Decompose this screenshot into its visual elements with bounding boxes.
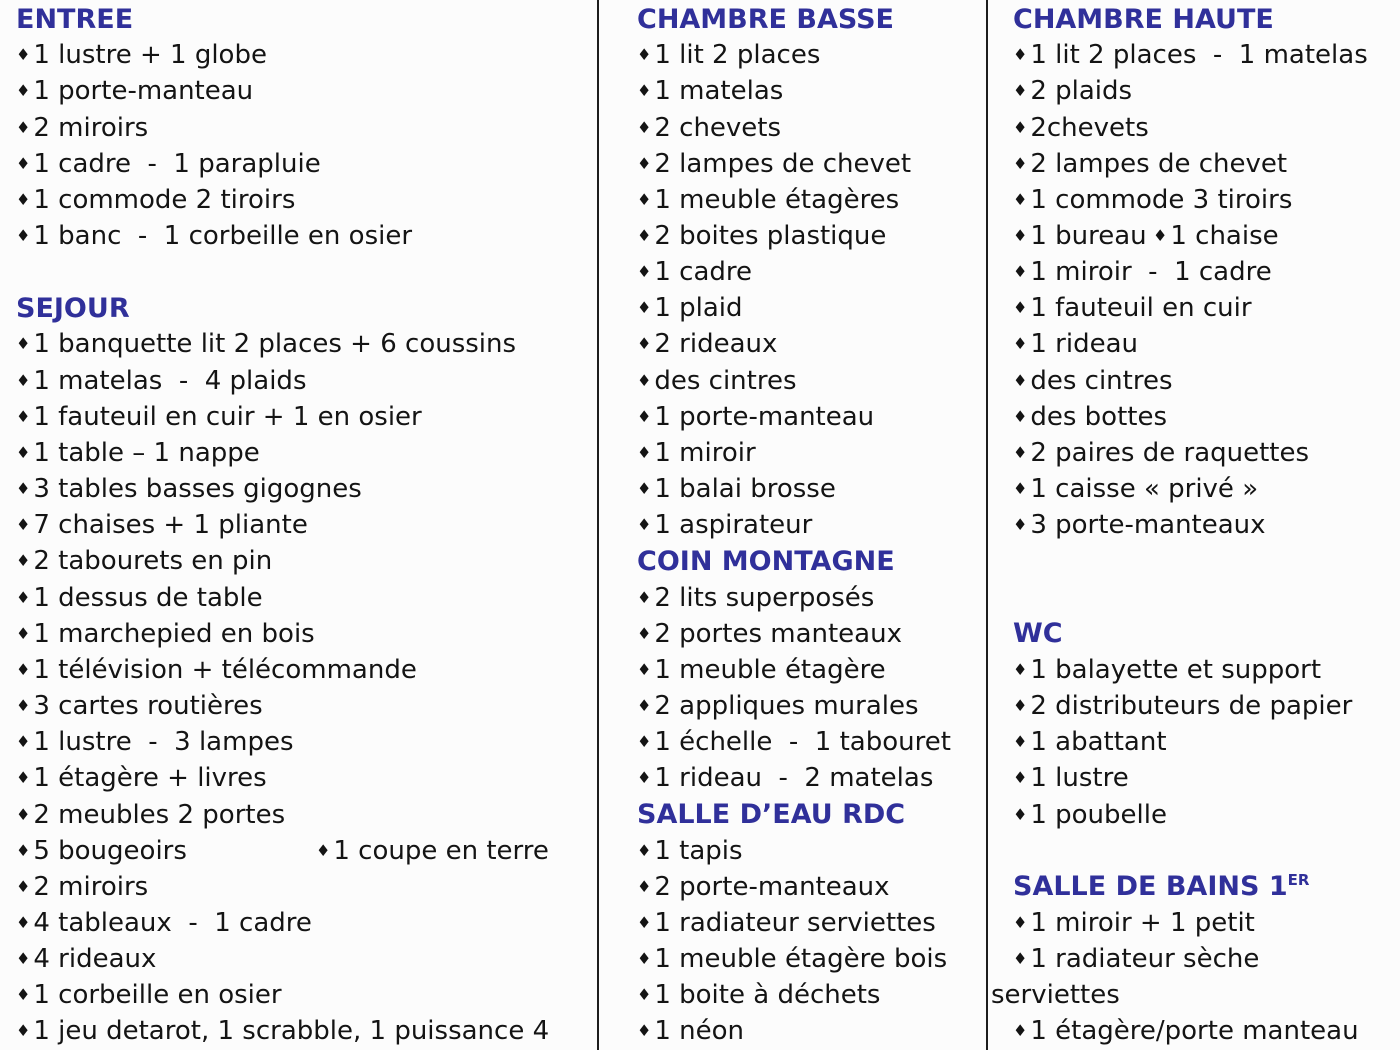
inventory-item-label: 1 porte-manteau [33,76,254,107]
inventory-item [1013,652,1396,688]
diamond-bullet-icon: ♦ [637,153,652,173]
inventory-item-label: 1 commode 2 tiroirs [33,184,296,215]
inventory-item [637,724,982,760]
inventory-item-label: 1 néon [654,1016,745,1047]
diamond-bullet-icon: ♦ [1013,45,1028,65]
section-heading [1013,1,1396,37]
diamond-bullet-icon: ♦ [637,189,652,209]
inventory-item [16,724,593,760]
inventory-item [637,580,982,616]
diamond-bullet-icon: ♦ [637,840,652,860]
inventory-item [637,363,982,399]
inventory-item [1013,73,1396,109]
diamond-bullet-icon: ♦ [1013,370,1028,390]
diamond-bullet-icon: ♦ [16,768,31,788]
diamond-bullet-icon: ♦ [1013,768,1028,788]
diamond-bullet-icon: ♦ [1013,117,1028,137]
diamond-bullet-icon: ♦ [16,117,31,137]
section-heading-label: ENTREE [16,3,134,35]
inventory-item [637,254,982,290]
inventory-item [637,399,982,435]
diamond-bullet-icon: ♦ [637,117,652,137]
diamond-bullet-icon: ♦ [637,912,652,932]
diamond-bullet-icon: ♦ [637,876,652,896]
inventory-item [16,399,593,435]
section-heading-label: CHAMBRE HAUTE [1013,3,1274,35]
inventory-item [16,688,593,724]
diamond-bullet-icon: ♦ [1013,262,1028,282]
diamond-bullet-icon: ♦ [16,840,31,860]
diamond-bullet-icon: ♦ [16,876,31,896]
inventory-item [16,326,593,362]
diamond-bullet-icon: ♦ [16,406,31,426]
diamond-bullet-icon: ♦ [16,515,31,535]
inventory-item-label: 1 boite à déchets [654,980,881,1011]
inventory-item-label: 2 rideaux [654,329,778,360]
blank-row [1013,543,1396,579]
diamond-bullet-icon: ♦ [637,298,652,318]
inventory-item [16,73,593,109]
diamond-bullet-icon: ♦ [16,985,31,1005]
inventory-item-label: 1 meuble étagères [654,184,900,215]
diamond-bullet-icon: ♦ [16,587,31,607]
inventory-item [16,543,593,579]
inventory-item-label: 1 balai brosse [654,474,836,505]
inventory-item-continuation [991,977,1396,1013]
inventory-item [16,941,593,977]
diamond-bullet-icon: ♦ [16,804,31,824]
inventory-item [1013,182,1396,218]
inventory-item [16,836,187,866]
section-heading [1013,869,1396,905]
inventory-item-label: 1 radiateur serviettes [654,907,936,938]
diamond-bullet-icon: ♦ [1013,479,1028,499]
diamond-bullet-icon: ♦ [16,659,31,679]
diamond-bullet-icon: ♦ [16,153,31,173]
inventory-item-label: 1 fauteuil en cuir [1030,293,1252,324]
inventory-item [1013,796,1396,832]
inventory-item-label: 1 banquette lit 2 places + 6 coussins [33,329,517,360]
diamond-bullet-icon: ♦ [16,479,31,499]
diamond-bullet-icon: ♦ [637,81,652,101]
inventory-item-label: 2 porte-manteaux [654,871,890,902]
inventory-item [16,1013,593,1049]
inventory-item-label: 4 tableaux - 1 cadre [33,907,312,938]
column-divider [986,0,988,1050]
inventory-item-label: 2 tabourets en pin [33,546,273,577]
inventory-item [637,109,982,145]
diamond-bullet-icon: ♦ [1013,189,1028,209]
inventory-item-label: 2 distributeurs de papier [1030,691,1353,722]
diamond-bullet-icon: ♦ [16,442,31,462]
inventory-item-label: 1 lustre + 1 globe [33,40,267,71]
inventory-item [637,652,982,688]
inventory-item-label: 2 chevets [654,112,782,143]
inventory-item-label: 1 coupe en terre [333,835,549,866]
diamond-bullet-icon: ♦ [637,515,652,535]
inventory-item-label: 7 chaises + 1 pliante [33,510,308,541]
diamond-bullet-icon: ♦ [637,1021,652,1041]
inventory-item-label: 1 caisse « privé » [1030,474,1259,505]
inventory-item-label: 1 matelas - 4 plaids [33,365,307,396]
diamond-bullet-icon: ♦ [1013,732,1028,752]
inventory-item-label: 2 plaids [1030,76,1133,107]
blank-row [1013,580,1396,616]
inventory-item [1013,37,1396,73]
inventory-item [1013,254,1396,290]
diamond-bullet-icon: ♦ [1013,696,1028,716]
inventory-item-label: 1 jeu detarot, 1 scrabble, 1 puissance 4 [33,1016,550,1047]
section-heading [637,1,982,37]
inventory-item [637,905,982,941]
inventory-item-label: 1 rideau [1030,329,1138,360]
inventory-item-label: 1 fauteuil en cuir + 1 en osier [33,401,422,432]
diamond-bullet-icon: ♦ [1013,81,1028,101]
diamond-bullet-icon: ♦ [16,949,31,969]
inventory-item-label: 2 lampes de chevet [1030,148,1288,179]
inventory-item-label: 1 porte-manteau [654,401,875,432]
inventory-item [16,652,593,688]
inventory-item-label: 2 paires de raquettes [1030,437,1310,468]
diamond-bullet-icon: ♦ [16,45,31,65]
inventory-item-label: 2 meubles 2 portes [33,799,286,830]
inventory-item [16,796,593,832]
inventory-item-label: 2 portes manteaux [654,618,902,649]
inventory-item-label: 1 lustre - 3 lampes [33,727,294,758]
inventory-item-label: des cintres [654,365,797,396]
diamond-bullet-icon: ♦ [16,912,31,932]
inventory-item-label: 1 étagère/porte manteau [1030,1016,1359,1047]
inventory-item [16,471,593,507]
inventory-item [637,290,982,326]
inventory-item-label: 1 rideau - 2 matelas [654,763,934,794]
inventory-item [1013,363,1396,399]
diamond-bullet-icon: ♦ [637,370,652,390]
inventory-item [637,760,982,796]
inventory-item [16,218,593,254]
inventory-item-label: 1 chaise [1170,221,1279,252]
inventory-item [1013,760,1396,796]
section-heading-label: SALLE DE BAINS 1ER [1013,871,1310,903]
inventory-item [16,109,593,145]
diamond-bullet-icon: ♦ [1013,1021,1028,1041]
diamond-bullet-icon: ♦ [16,81,31,101]
inventory-item [16,869,593,905]
diamond-bullet-icon: ♦ [16,370,31,390]
inventory-item [1013,941,1396,977]
inventory-column-left [0,0,597,1050]
diamond-bullet-icon: ♦ [316,840,331,860]
diamond-bullet-icon: ♦ [637,442,652,462]
inventory-item [637,146,982,182]
diamond-bullet-icon: ♦ [1153,226,1168,246]
inventory-item-label: 1 lit 2 places [654,40,821,71]
diamond-bullet-icon: ♦ [1013,226,1028,246]
inventory-item-label: 1 cadre [654,257,752,288]
inventory-item-label: 1 meuble étagère bois [654,944,948,975]
diamond-bullet-icon: ♦ [1013,334,1028,354]
section-heading-label: WC [1013,618,1063,650]
diamond-bullet-icon: ♦ [1013,153,1028,173]
inventory-item [637,435,982,471]
inventory-item-label: 1 bureau [1030,221,1147,252]
inventory-item-label: 1 miroir + 1 petit [1030,907,1255,938]
section-heading [1013,616,1396,652]
inventory-item [637,616,982,652]
section-heading-label: CHAMBRE BASSE [637,3,894,35]
inventory-item [1013,1013,1396,1049]
inventory-item [16,760,593,796]
diamond-bullet-icon: ♦ [637,949,652,969]
inventory-item [1013,724,1396,760]
section-heading [16,290,593,326]
diamond-bullet-icon: ♦ [16,551,31,571]
inventory-item [16,435,593,471]
diamond-bullet-icon: ♦ [637,226,652,246]
diamond-bullet-icon: ♦ [16,623,31,643]
inventory-item-label: 1 poubelle [1030,799,1167,830]
inventory-item-label: 2 miroirs [33,112,149,143]
diamond-bullet-icon: ♦ [1013,804,1028,824]
section-heading [16,1,593,37]
diamond-bullet-icon: ♦ [637,623,652,643]
diamond-bullet-icon: ♦ [16,732,31,752]
inventory-item-label: 1 meuble étagère [654,654,886,685]
inventory-item [1013,290,1396,326]
heading-superscript: ER [1287,871,1310,890]
inventory-item [637,833,982,869]
section-heading-label: COIN MONTAGNE [637,545,895,577]
diamond-bullet-icon: ♦ [637,696,652,716]
diamond-bullet-icon: ♦ [1013,298,1028,318]
inventory-item-label: 1 cadre - 1 parapluie [33,148,321,179]
inventory-item-label: serviettes [991,980,1120,1011]
inventory-item-label: 3 porte-manteaux [1030,510,1266,541]
inventory-item-label: 2chevets [1030,112,1149,143]
inventory-item [1013,471,1396,507]
inventory-item-label: 1 matelas [654,76,784,107]
inventory-item [1153,218,1279,254]
diamond-bullet-icon: ♦ [1013,949,1028,969]
diamond-bullet-icon: ♦ [637,985,652,1005]
inventory-item [16,580,593,616]
inventory-item [637,182,982,218]
inventory-item [16,616,593,652]
diamond-bullet-icon: ♦ [1013,515,1028,535]
section-heading [637,543,982,579]
diamond-bullet-icon: ♦ [1013,442,1028,462]
blank-row [1013,833,1396,869]
inventory-item-label: 1 miroir [654,437,756,468]
inventory-item-label: des cintres [1030,365,1173,396]
diamond-bullet-icon: ♦ [637,659,652,679]
inventory-item-label: 1 radiateur sèche [1030,944,1260,975]
inventory-item [637,1013,982,1049]
inventory-item-label: 1 échelle - 1 tabouret [654,727,951,758]
inventory-item [16,146,593,182]
inventory-item [637,37,982,73]
inventory-item-label: 1 aspirateur [654,510,813,541]
section-heading-label: SALLE D’EAU RDC [637,799,906,831]
inventory-item [16,507,593,543]
inventory-item-label: 2 lits superposés [654,582,875,613]
inventory-item [637,507,982,543]
diamond-bullet-icon: ♦ [637,768,652,788]
inventory-item [16,363,593,399]
diamond-bullet-icon: ♦ [637,406,652,426]
inventory-item-label: 2 lampes de chevet [654,148,912,179]
inventory-item-label: 1 corbeille en osier [33,980,282,1011]
inventory-item-label: 1 tapis [654,835,743,866]
inventory-item [637,471,982,507]
inventory-item-label: 5 bougeoirs [33,835,187,866]
inventory-item [1013,109,1396,145]
inventory-item-pair [16,833,593,869]
inventory-item-label: 2 miroirs [33,871,149,902]
inventory-item [16,977,593,1013]
inventory-item-label: 1 lit 2 places - 1 matelas [1030,40,1368,71]
inventory-item-label: 1 marchepied en bois [33,618,315,649]
diamond-bullet-icon: ♦ [1013,659,1028,679]
diamond-bullet-icon: ♦ [16,226,31,246]
diamond-bullet-icon: ♦ [637,732,652,752]
inventory-item [1013,326,1396,362]
section-heading-label: SEJOUR [16,292,130,324]
inventory-item-label: 1 balayette et support [1030,654,1322,685]
diamond-bullet-icon: ♦ [637,587,652,607]
inventory-item-pair [1013,218,1396,254]
inventory-item-label: 2 appliques murales [654,691,919,722]
inventory-item [1013,435,1396,471]
inventory-item [637,688,982,724]
diamond-bullet-icon: ♦ [637,45,652,65]
inventory-item [1013,146,1396,182]
inventory-item [16,37,593,73]
inventory-item-label: 1 plaid [654,293,743,324]
inventory-item-label: 2 boites plastique [654,221,887,252]
section-heading [637,796,982,832]
blank-row [16,254,593,290]
inventory-item-label: 4 rideaux [33,944,157,975]
diamond-bullet-icon: ♦ [16,1021,31,1041]
diamond-bullet-icon: ♦ [16,696,31,716]
diamond-bullet-icon: ♦ [16,189,31,209]
inventory-item-label: 1 étagère + livres [33,763,267,794]
diamond-bullet-icon: ♦ [16,334,31,354]
inventory-item-label: 1 lustre [1030,763,1129,794]
inventory-item-label: 3 tables basses gigognes [33,474,362,505]
diamond-bullet-icon: ♦ [1013,912,1028,932]
inventory-item-label: 1 banc - 1 corbeille en osier [33,221,413,252]
inventory-column-right [989,0,1400,1050]
inventory-item [637,218,982,254]
inventory-item-label: 3 cartes routières [33,691,263,722]
inventory-item-label: 1 table – 1 nappe [33,437,260,468]
inventory-item [637,941,982,977]
inventory-item [16,905,593,941]
inventory-item [637,326,982,362]
inventory-item [16,182,593,218]
inventory-item [637,73,982,109]
inventory-column-middle [599,0,986,1050]
inventory-item [1013,221,1147,251]
inventory-item-label: 1 commode 3 tiroirs [1030,184,1293,215]
inventory-item [637,869,982,905]
diamond-bullet-icon: ♦ [1013,406,1028,426]
inventory-item [1013,905,1396,941]
diamond-bullet-icon: ♦ [637,262,652,282]
inventory-item [1013,507,1396,543]
inventory-item [316,833,549,869]
inventory-item-label: 1 dessus de table [33,582,263,613]
inventory-item [1013,399,1396,435]
diamond-bullet-icon: ♦ [637,479,652,499]
inventory-item-label: 1 miroir - 1 cadre [1030,257,1272,288]
inventory-item [637,977,982,1013]
inventory-item [1013,688,1396,724]
inventory-item-label: 1 abattant [1030,727,1167,758]
inventory-item-label: des bottes [1030,401,1167,432]
inventory-item-label: 1 télévision + télécommande [33,654,417,685]
diamond-bullet-icon: ♦ [637,334,652,354]
